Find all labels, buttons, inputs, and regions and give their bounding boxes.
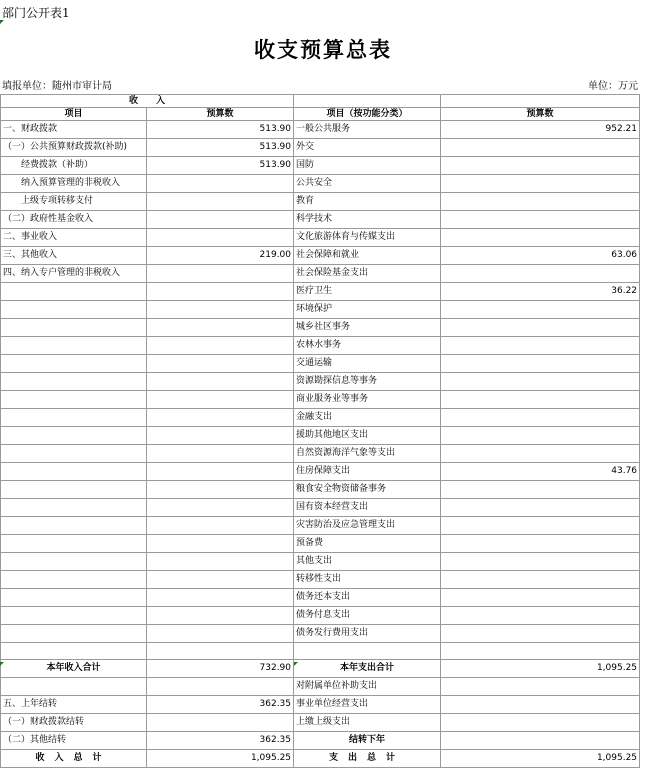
expense-value-cell: [441, 373, 640, 391]
table-row: [1, 391, 640, 409]
table-row: [1, 553, 640, 571]
income-value-cell: [147, 499, 294, 517]
expense-item-cell: 预备费: [294, 535, 441, 553]
income-item-cell: 经费拨款（补助）: [1, 157, 147, 175]
expense-value-cell: [441, 337, 640, 355]
income-item-cell: （一）公共预算财政拨款(补助): [1, 139, 147, 157]
table-row: [1, 247, 640, 265]
income-value-cell: [147, 517, 294, 535]
income-value-cell: [147, 229, 294, 247]
income-value-cell: [147, 373, 294, 391]
expense-value-cell: [441, 139, 640, 157]
expense-item-cell: 债务还本支出: [294, 589, 441, 607]
income-value-cell: [147, 589, 294, 607]
income-value-cell: [147, 193, 294, 211]
expense-item-cell: 农林水事务: [294, 337, 441, 355]
expense-item-cell: 社会保险基金支出: [294, 265, 441, 283]
income-item-cell: [1, 337, 147, 355]
table-row: [1, 337, 640, 355]
expense-value-cell: [441, 625, 640, 643]
table-row: [1, 229, 640, 247]
carry-next-label: 结转下年: [294, 732, 441, 750]
blank-cell: [441, 95, 640, 108]
expense-item-cell: 一般公共服务: [294, 121, 441, 139]
expense-value-cell: [441, 229, 640, 247]
income-item-cell: [1, 427, 147, 445]
income-value-cell: [147, 535, 294, 553]
table-row: [1, 265, 640, 283]
expense-value-cell: [441, 553, 640, 571]
expense-item-cell: 城乡社区事务: [294, 319, 441, 337]
table-row: [1, 355, 640, 373]
table-row: [1, 409, 640, 427]
expense-value-cell: [441, 301, 640, 319]
carry-prev-value: 362.35: [147, 696, 294, 714]
income-value-cell: [147, 427, 294, 445]
income-item-cell: [1, 607, 147, 625]
expense-item-cell: 粮食安全物资储备事务: [294, 481, 441, 499]
income-total-value: 1,095.25: [147, 750, 294, 768]
table-row: [1, 589, 640, 607]
expense-item-cell: 交通运输: [294, 355, 441, 373]
income-value-cell: [147, 553, 294, 571]
currency-unit: 单位：万元: [588, 81, 638, 92]
expense-item-cell: 债务付息支出: [294, 607, 441, 625]
income-item-cell: [1, 463, 147, 481]
income-value-cell: [147, 625, 294, 643]
blank-cell: [294, 95, 441, 108]
table-row: [1, 139, 640, 157]
expense-value-cell: [441, 535, 640, 553]
income-item-cell: [1, 535, 147, 553]
income-item-cell: 三、其他收入: [1, 247, 147, 265]
income-item-cell: 一、财政拨款: [1, 121, 147, 139]
expense-item-cell: 教育: [294, 193, 441, 211]
income-item-cell: [1, 391, 147, 409]
income-value-cell: [147, 571, 294, 589]
expense-value-cell: [441, 481, 640, 499]
table-row: [1, 301, 640, 319]
income-year-value: 732.90: [147, 660, 294, 678]
income-header-row: [1, 95, 640, 108]
expense-value-cell: 952.21: [441, 121, 640, 139]
expense-value-cell: 43.76: [441, 463, 640, 481]
income-item-cell: [1, 373, 147, 391]
income-total-label: 收入总计: [1, 750, 147, 768]
income-item-cell: [1, 301, 147, 319]
income-item-cell: （二）政府性基金收入: [1, 211, 147, 229]
income-item-cell: 纳入预算管理的非税收入: [1, 175, 147, 193]
table-row: [1, 175, 640, 193]
cell-comment-marker: [0, 20, 4, 24]
expense-total-value: 1,095.25: [441, 750, 640, 768]
cell-comment-marker: [0, 662, 4, 666]
year-total-row: [1, 660, 640, 678]
income-value-cell: [147, 463, 294, 481]
expense-item-cell: 其他支出: [294, 553, 441, 571]
table-row: [1, 193, 640, 211]
expense-year-value: 1,095.25: [441, 660, 640, 678]
expense-value-cell: [441, 211, 640, 229]
income-value-cell: [147, 481, 294, 499]
expense-value-cell: [441, 157, 640, 175]
expense-value-cell: [441, 589, 640, 607]
table-row: [1, 714, 640, 732]
col-header-item: 项目: [1, 108, 147, 121]
income-item-cell: [1, 499, 147, 517]
table-row: [1, 373, 640, 391]
expense-item-cell: 环境保护: [294, 301, 441, 319]
income-item-cell: [1, 517, 147, 535]
table-row: [1, 643, 640, 660]
paid-up-label: 上缴上级支出: [294, 714, 441, 732]
income-item-cell: [1, 409, 147, 427]
income-value-cell: [147, 445, 294, 463]
expense-item-cell: 资源勘探信息等事务: [294, 373, 441, 391]
income-item-cell: 二、事业收入: [1, 229, 147, 247]
income-item-cell: [1, 283, 147, 301]
col-header-budget: 预算数: [147, 108, 294, 121]
income-value-cell: [147, 355, 294, 373]
cell-comment-marker: [294, 662, 298, 666]
table-row: [1, 732, 640, 750]
income-item-cell: [1, 571, 147, 589]
other-carry-label: （二）其他结转: [1, 732, 147, 750]
table-row: [1, 157, 640, 175]
table-row: [1, 678, 640, 696]
expense-item-cell: 灾害防治及应急管理支出: [294, 517, 441, 535]
income-item-cell: [1, 481, 147, 499]
expense-item-cell: 文化旅游体育与传媒支出: [294, 229, 441, 247]
income-value-cell: [147, 607, 294, 625]
income-item-cell: 上级专项转移支付: [1, 193, 147, 211]
expense-item-cell: 外交: [294, 139, 441, 157]
income-value-cell: 513.90: [147, 139, 294, 157]
table-row: [1, 445, 640, 463]
expense-item-cell: 转移性支出: [294, 571, 441, 589]
expense-item-cell: 金融支出: [294, 409, 441, 427]
expense-item-cell: 科学技术: [294, 211, 441, 229]
table-row: [1, 463, 640, 481]
income-value-cell: [147, 337, 294, 355]
expense-value-cell: [441, 193, 640, 211]
table-row: [1, 625, 640, 643]
expense-value-cell: [441, 517, 640, 535]
table-row: [1, 607, 640, 625]
income-item-cell: [1, 553, 147, 571]
expense-value-cell: [441, 265, 640, 283]
income-item-cell: [1, 355, 147, 373]
expense-item-cell: 自然资源海洋气象等支出: [294, 445, 441, 463]
expense-total-label: 支出总计: [294, 750, 441, 768]
income-header: 收 入: [1, 95, 294, 108]
income-value-cell: [147, 211, 294, 229]
income-value-cell: [147, 265, 294, 283]
expense-item-cell: 债务发行费用支出: [294, 625, 441, 643]
expense-value-cell: [441, 175, 640, 193]
income-value-cell: [147, 391, 294, 409]
budget-table: [0, 94, 640, 768]
sheet-label: 部门公开表1: [2, 6, 70, 20]
expense-item-cell: 援助其他地区支出: [294, 427, 441, 445]
expense-item-cell: 商业服务业等事务: [294, 391, 441, 409]
filling-unit: 填报单位：随州市审计局: [2, 81, 112, 92]
table-row: [1, 517, 640, 535]
expense-value-cell: [441, 427, 640, 445]
fiscal-carry-label: （一）财政拨款结转: [1, 714, 147, 732]
income-item-cell: [1, 625, 147, 643]
income-value-cell: 513.90: [147, 157, 294, 175]
income-year-label: 本年收入合计: [1, 660, 147, 678]
grand-total-row: [1, 750, 640, 768]
income-item-cell: [1, 319, 147, 337]
expense-item-cell: 国防: [294, 157, 441, 175]
table-row: [1, 571, 640, 589]
col-header-item-func: 项目（按功能分类）: [294, 108, 441, 121]
subsidy-label: 对附属单位补助支出: [294, 678, 441, 696]
expense-item-cell: 社会保障和就业: [294, 247, 441, 265]
expense-value-cell: [441, 391, 640, 409]
income-value-cell: [147, 175, 294, 193]
table-row: [1, 121, 640, 139]
expense-value-cell: [441, 355, 640, 373]
income-value-cell: 513.90: [147, 121, 294, 139]
income-value-cell: [147, 301, 294, 319]
table-row: [1, 481, 640, 499]
expense-value-cell: [441, 445, 640, 463]
table-row: [1, 211, 640, 229]
biz-label: 事业单位经营支出: [294, 696, 441, 714]
page-title: 收支预算总表: [254, 37, 392, 62]
expense-year-label: 本年支出合计: [294, 660, 441, 678]
expense-value-cell: [441, 571, 640, 589]
expense-value-cell: [441, 319, 640, 337]
expense-value-cell: [441, 499, 640, 517]
table-row: [1, 283, 640, 301]
expense-value-cell: [441, 409, 640, 427]
income-value-cell: [147, 409, 294, 427]
column-header-row: [1, 108, 640, 121]
income-value-cell: [147, 283, 294, 301]
table-row: [1, 535, 640, 553]
expense-item-cell: 公共安全: [294, 175, 441, 193]
expense-value-cell: 36.22: [441, 283, 640, 301]
income-value-cell: [147, 319, 294, 337]
income-item-cell: [1, 445, 147, 463]
income-value-cell: 219.00: [147, 247, 294, 265]
table-row: [1, 319, 640, 337]
table-row: [1, 499, 640, 517]
income-item-cell: [1, 589, 147, 607]
table-row: [1, 427, 640, 445]
col-header-budget-2: 预算数: [441, 108, 640, 121]
carry-prev-label: 五、上年结转: [1, 696, 147, 714]
expense-value-cell: 63.06: [441, 247, 640, 265]
table-row: [1, 696, 640, 714]
income-item-cell: 四、纳入专户管理的非税收入: [1, 265, 147, 283]
other-carry-value: 362.35: [147, 732, 294, 750]
expense-item-cell: 国有资本经营支出: [294, 499, 441, 517]
expense-item-cell: 住房保障支出: [294, 463, 441, 481]
expense-item-cell: 医疗卫生: [294, 283, 441, 301]
expense-value-cell: [441, 607, 640, 625]
